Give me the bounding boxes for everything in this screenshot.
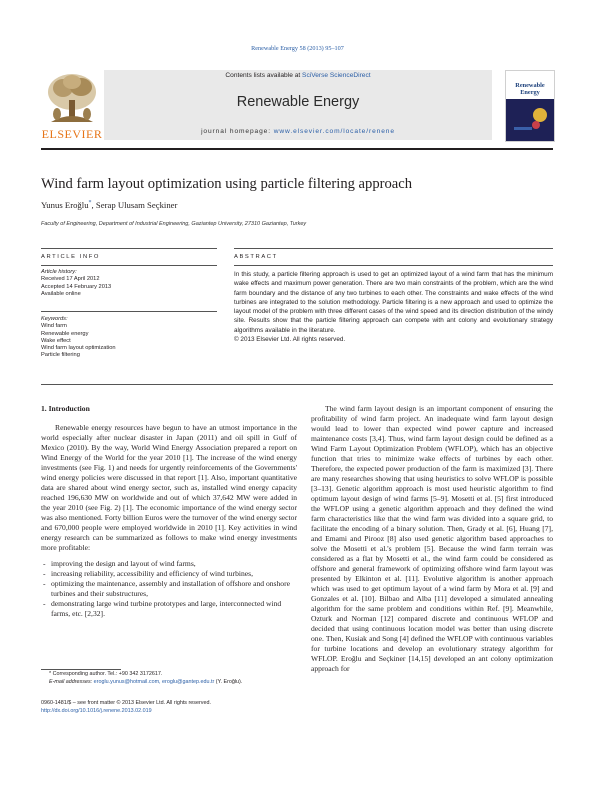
journal-homepage-line: [104, 128, 492, 135]
author-list: [41, 200, 177, 210]
homepage-prefix: journal homepage:: [201, 128, 271, 135]
keyword: Particle filtering: [41, 352, 80, 359]
abstract-heading-rule: [234, 265, 553, 266]
list-item: - increasing reliability, accessibility and efficiency of wind turbines,: [41, 569, 297, 579]
footnotes: [41, 670, 297, 687]
abstract-heading: ABSTRACT: [234, 254, 278, 260]
author-name[interactable]: Yunus Eroğlu: [41, 200, 89, 210]
article-history: [41, 269, 217, 298]
section-heading-introduction: 1. Introduction: [41, 404, 90, 413]
article-title: Wind farm layout optimization using particle filtering approach: [41, 176, 413, 192]
abstract-bottom-rule: [41, 384, 553, 385]
cover-image-band: [506, 99, 554, 141]
email-suffix: (Y. Eroğlu).: [215, 679, 243, 686]
issn-and-doi: [41, 699, 211, 716]
history-label: Article history:: [41, 269, 77, 275]
abstract-copyright: © 2013 Elsevier Ltd. All rights reserved.: [234, 336, 346, 344]
article-info-bottom-rule: [41, 265, 217, 266]
journal-name: Renewable Energy: [236, 94, 360, 110]
journal-reference[interactable]: Renewable Energy 58 (2013) 95–107: [251, 45, 344, 52]
abstract-text: In this study, a particle filtering approach is used to get an optimized layout of a wind farm that has the minimum wake effects and maximum power generation. There are two main constraints of the problem, which are the wind farm boundary and the distance of any two turbines to each other. The constraints and wake effects of the wind turbines are integrated to the solution methodology. Particle filtering is a new approach and used to optimize the layout model of the problem with three different cases of the wind speed and its direction distribution of the windy site. Results show that the particle filtering approach can compete with ant colony and evolutionary strategy algorithms available in the literature.: [234, 271, 553, 334]
keyword: Wind farm layout optimization: [41, 345, 116, 352]
keyword: Renewable energy: [41, 330, 89, 337]
email-label: E-mail addresses:: [49, 679, 93, 686]
keyword: Wind farm: [41, 323, 67, 330]
author-name[interactable]: Serap Ulusam Seçkiner: [95, 200, 178, 210]
article-info-top-rule: [41, 248, 217, 249]
abstract-top-rule: [234, 248, 553, 249]
homepage-link[interactable]: www.elsevier.com/locate/renene: [273, 128, 395, 135]
article-info-heading: ARTICLE INFO: [41, 254, 101, 260]
history-available: Available online: [41, 290, 81, 297]
author-separator: ,: [91, 200, 96, 210]
contents-availability-line: [104, 72, 492, 79]
keyword: Wake effect: [41, 337, 71, 344]
right-column-body: [311, 404, 553, 786]
corresponding-author-mark[interactable]: *: [88, 200, 92, 207]
contents-prefix: Contents lists available at: [225, 72, 301, 79]
history-received: Received 17 April 2012: [41, 276, 100, 283]
list-item: - optimizing the maintenance, assembly and installation of offshore and onshore turbines and their substructures,: [41, 579, 297, 599]
history-accepted: Accepted 14 February 2013: [41, 283, 112, 290]
intro-paragraph: The wind farm layout design is an important component of ensuring the profitability of wind farm project. An inadequate wind farm layout design would lead to lower than expected wind power capture and increased maintenance costs [3,4]. Thus, wind farm layout design could be defined as a Wind Farm Layout Optimization Problem (WFLOP), which has an objective function that tries to minimize wake effects of turbines by each other. Therefore, the expected power production of the farm is maximized [3]. There are many researches showing that using heuristics to solve WFLOP is possible [3–13]. Genetic algorithm approach is most used heuristic algorithm to find optimum layout design of wind farms [5–9]. Mosetti et al. [5] first introduced the WFLOP using a genetic algorithm approach and they defined the wind farm characteristics like that the wind farm was divided into a square grid, to facilitate the encoding of a binary solution. Then, Grady et al. [6], Huang [7], and Emami and Pirooz [8] also used genetic algorithm based approaches to solve the Mosetti et al.'s problem [5]. Because the wind farm terrain was considered as a flat by Mosetti et al., the wind farm could be considered as offshore and general framework of optimizing offshore wind farm layout was presented by Elkinton et al. [11]. Evolutive algorithm is another approach which was used to get optimum layout of a wind farm by Mora et al. [9] and Gonzales et al. [10]. Bilbao and Alba [11] developed a simulated annealing algorithm for the same problem and conditions within Ref. [9]. Meanwhile, Ozturk and Norman [12] compared discrete and continuous WFLOP and decided that using continuous location model was better than using discrete one. Then, Kusiak and Song [4] defined the WFLOP with continuous variables for turbine locations and develop an evolutionary strategy algorithm for WFLOP. Eroğlu and Seçkiner [14,15] developed an ant colony optimization approach for: [311, 404, 553, 673]
abstract-body: [234, 270, 553, 344]
intro-paragraph: Renewable energy resources have begun to have an utmost importance in the world especially after nuclear disaster in Japan (2011) and oil spill in Gulf of Mexico (2010). By the way, World Wind Energy Association prepared a report on Wind Energy of the World for the year 2010 [1]. The increase of the wind energy investments (see Fig. 1) and needs for urgently reinforcements of the Governments' wind energy policies were discussed in that report [1]. Also, important quantitative data are shared about wind energy sector, such as, installed wind energy capacity reached 196,630 MW on worldwide and out of which 37,642 MW were added in the year 2010 (see Fig. 2) [1]. The economic importance of the wind energy sector was also mentioned. Forty billion Euros were the turnover of the wind energy sector and 670,000 people were employed worldwide in 2010 [1]. Key activities in wind energy research can be summarized as follows to make wind energy investments more profitable:: [41, 423, 297, 552]
keywords-divider: [41, 311, 217, 312]
keywords-label: Keywords:: [41, 316, 68, 322]
header-divider: [41, 148, 553, 150]
list-item: - improving the design and layout of wind farms,: [41, 559, 297, 569]
elsevier-wordmark: ELSEVIER: [41, 127, 103, 141]
doi-link[interactable]: http://dx.doi.org/10.1016/j.renene.2013.02.019: [41, 708, 152, 715]
email-links[interactable]: eroglu.yunus@hotmail.com, eroglu@gantep.edu.tr: [93, 679, 215, 686]
issn-line: 0960-1481/$ – see front matter © 2013 Elsevier Ltd. All rights reserved.: [41, 700, 211, 706]
keywords-list: [41, 316, 217, 360]
left-column-body: [41, 423, 297, 619]
sciencedirect-link[interactable]: SciVerse ScienceDirect: [302, 72, 371, 79]
email-line: [41, 678, 297, 686]
author-affiliation: Faculty of Engineering, Department of Industrial Engineering, Gaziantep University, 27310 Gaziantep, Turkey: [41, 221, 307, 227]
cover-title: Renewable Energy: [515, 82, 545, 96]
journal-cover-thumbnail[interactable]: [505, 70, 555, 142]
corresponding-author-note: * Corresponding author. Tel.: +90 342 3172617.: [49, 671, 163, 677]
list-item: - demonstrating large wind turbine prototypes and large, interconnected wind farms, etc. [2,32].: [41, 599, 297, 619]
research-activities-list: [41, 559, 297, 619]
